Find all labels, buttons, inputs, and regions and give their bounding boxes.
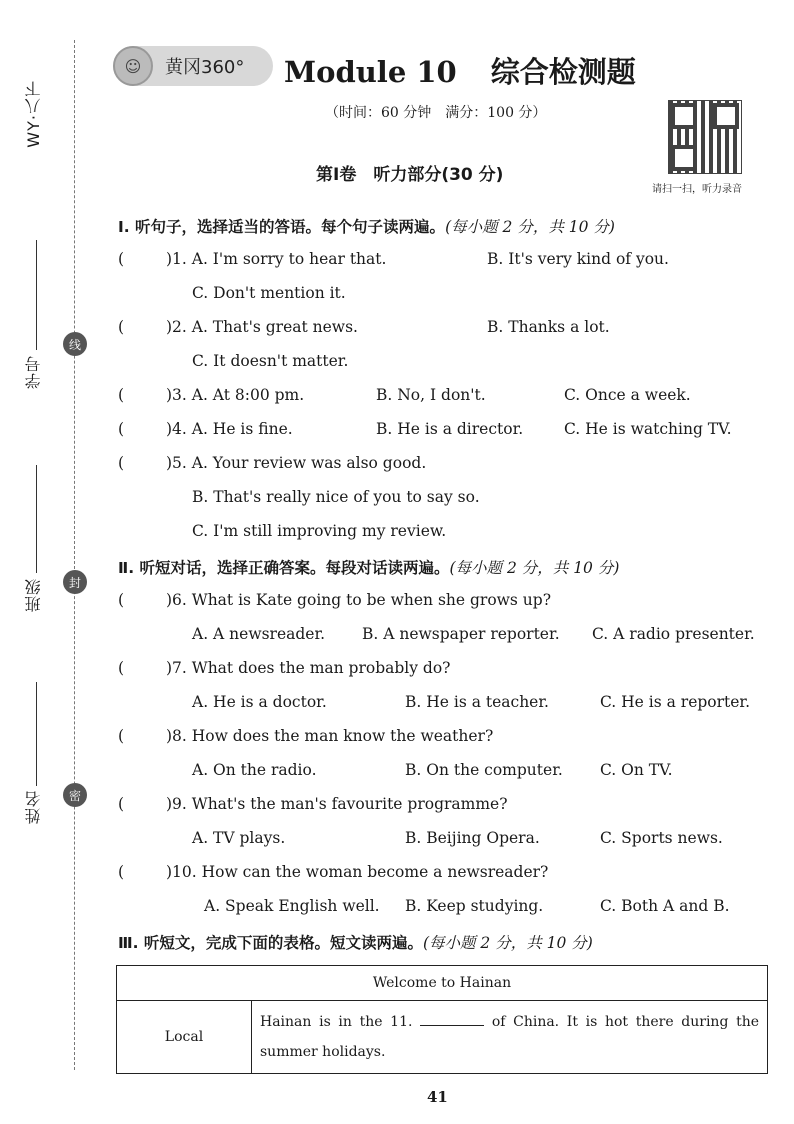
seal-line: 线 xyxy=(63,332,87,356)
section-2-title: Ⅱ. 听短对话，选择正确答案。每段对话读两遍。(每小题 2 分，共 10 分) xyxy=(118,559,620,577)
q7-option-a: A. He is a doctor. xyxy=(192,693,327,711)
part-title: 第Ⅰ卷 听力部分(30 分) xyxy=(316,165,504,185)
hainan-table xyxy=(116,965,768,1074)
qr-code-icon[interactable] xyxy=(668,100,742,174)
title-chinese: 综合检测题 xyxy=(490,55,636,89)
q10-stem: )10. How can the woman become a newsreader? xyxy=(166,863,549,881)
q1-stem: )1. A. I'm sorry to hear that. xyxy=(166,250,387,268)
answer-paren[interactable]: ( xyxy=(118,795,125,813)
name-label: 姓名 xyxy=(24,790,43,824)
q2-option-b: B. Thanks a lot. xyxy=(487,318,610,336)
q7-option-c: C. He is a reporter. xyxy=(600,693,751,711)
section-1-title: Ⅰ. 听句子，选择适当的答语。每个句子读两遍。(每小题 2 分，共 10 分) xyxy=(118,218,615,236)
edition-label: WY·八下 xyxy=(24,80,43,148)
q6-option-c: C. A radio presenter. xyxy=(592,625,755,643)
q10-option-b: B. Keep studying. xyxy=(405,897,544,915)
brand-name: 黄冈360° xyxy=(165,57,245,78)
q6-stem: )6. What is Kate going to be when she grows up? xyxy=(166,591,552,609)
q5-stem: )5. A. Your review was also good. xyxy=(166,454,427,472)
q8-option-b: B. On the computer. xyxy=(405,761,563,779)
mascot-logo-icon: ☺ xyxy=(113,46,153,86)
name-blank xyxy=(36,682,37,786)
q3-stem: )3. A. At 8:00 pm. xyxy=(166,386,305,404)
q10-option-c: C. Both A and B. xyxy=(600,897,730,915)
row-label: Local xyxy=(117,1001,252,1074)
table-row xyxy=(117,1001,768,1074)
q7-stem: )7. What does the man probably do? xyxy=(166,659,451,677)
q2-stem: )2. A. That's great news. xyxy=(166,318,358,336)
q3-option-b: B. No, I don't. xyxy=(376,386,486,404)
q5-option-b: B. That's really nice of you to say so. xyxy=(192,488,480,506)
q8-stem: )8. How does the man know the weather? xyxy=(166,727,494,745)
q8-option-c: C. On TV. xyxy=(600,761,673,779)
cut-line xyxy=(74,40,75,1070)
answer-paren[interactable]: ( xyxy=(118,863,125,881)
time-info: （时间：60 分钟 满分：100 分） xyxy=(325,105,547,121)
answer-paren[interactable]: ( xyxy=(118,591,125,609)
page-title xyxy=(284,50,636,91)
table-header: Welcome to Hainan xyxy=(117,966,768,1001)
q5-option-c: C. I'm still improving my review. xyxy=(192,522,447,540)
answer-paren[interactable]: ( xyxy=(118,420,125,438)
answer-paren[interactable]: ( xyxy=(118,454,125,472)
seal-seal: 封 xyxy=(63,570,87,594)
answer-paren[interactable]: ( xyxy=(118,318,125,336)
q9-option-b: B. Beijing Opera. xyxy=(405,829,540,847)
page-number: 41 xyxy=(427,1088,448,1106)
qr-caption: 请扫一扫，听力录音 xyxy=(652,184,742,195)
class-label: 班级 xyxy=(24,578,43,612)
student-number-blank xyxy=(36,240,37,350)
q9-option-a: A. TV plays. xyxy=(192,829,286,847)
q6-option-a: A. A newsreader. xyxy=(192,625,326,643)
answer-paren[interactable]: ( xyxy=(118,250,125,268)
row-text: Hainan is in the 11. of China. It is hot there during the summer holidays. xyxy=(252,1001,768,1074)
brand-badge xyxy=(113,46,273,86)
q4-option-b: B. He is a director. xyxy=(376,420,524,438)
title-module: Module 10 xyxy=(284,55,457,89)
q9-stem: )9. What's the man's favourite programme? xyxy=(166,795,508,813)
class-blank xyxy=(36,465,37,573)
q10-option-a: A. Speak English well. xyxy=(204,897,380,915)
seal-secret: 密 xyxy=(63,783,87,807)
q6-option-b: B. A newspaper reporter. xyxy=(362,625,560,643)
answer-blank-11[interactable] xyxy=(420,1013,484,1026)
q9-option-c: C. Sports news. xyxy=(600,829,723,847)
q7-option-b: B. He is a teacher. xyxy=(405,693,549,711)
student-number-label: 学号 xyxy=(24,355,43,389)
q3-option-c: C. Once a week. xyxy=(564,386,691,404)
q1-option-c: C. Don't mention it. xyxy=(192,284,346,302)
answer-paren[interactable]: ( xyxy=(118,659,125,677)
q8-option-a: A. On the radio. xyxy=(192,761,317,779)
section-3-title: Ⅲ. 听短文，完成下面的表格。短文读两遍。(每小题 2 分，共 10 分) xyxy=(118,934,593,952)
q4-stem: )4. A. He is fine. xyxy=(166,420,293,438)
answer-paren[interactable]: ( xyxy=(118,727,125,745)
answer-paren[interactable]: ( xyxy=(118,386,125,404)
q1-option-b: B. It's very kind of you. xyxy=(487,250,669,268)
q4-option-c: C. He is watching TV. xyxy=(564,420,732,438)
q2-option-c: C. It doesn't matter. xyxy=(192,352,349,370)
